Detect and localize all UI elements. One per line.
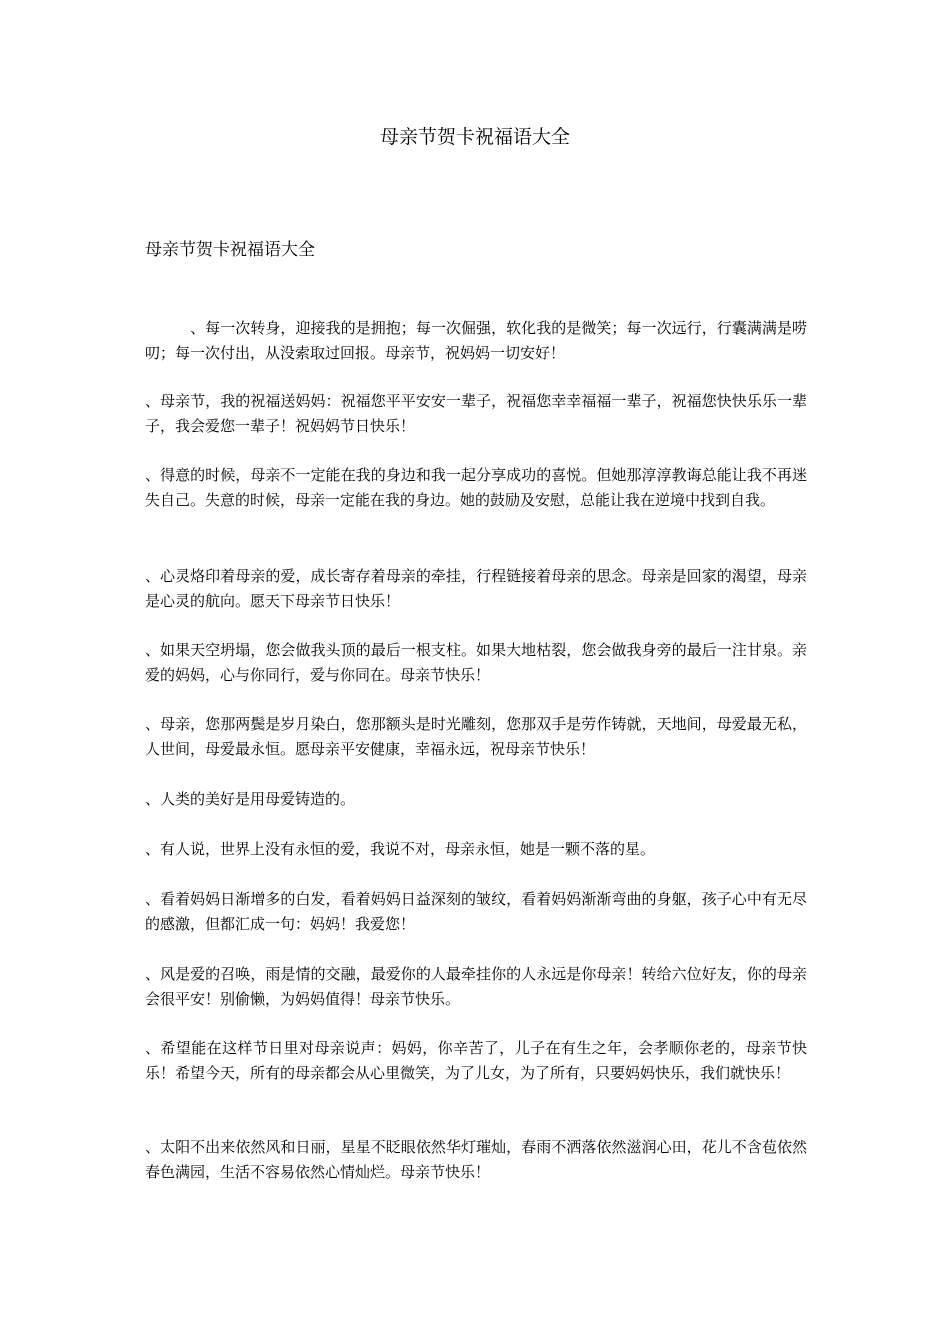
- page-title: 母亲节贺卡祝福语大全: [379, 126, 570, 148]
- paragraph-6: 、母亲，您那两鬓是岁月染白，您那额头是时光雕刻，您那双手是劳作铸就，天地间，母爱最无私，人世间，母爱最永恒。愿母亲平安健康，幸福永远，祝母亲节快乐！: [145, 715, 807, 758]
- paragraph-11: 、希望能在这样节日里对母亲说声：妈妈，你辛苦了，儿子在有生之年，会孝顺你老的，母亲节快乐！希望今天，所有的母亲都会从心里微笑，为了儿女，为了所有，只要妈妈快乐，我们就快乐！: [145, 1039, 807, 1082]
- paragraph-12: 、太阳不出来依然风和日丽，星星不眨眼依然华灯璀灿，春雨不洒落依然滋润心田，花儿不含苞依然春色满园，生活不容易依然心情灿烂。母亲节快乐！: [145, 1138, 807, 1181]
- paragraph-3: 、得意的时候，母亲不一定能在我的身边和我一起分享成功的喜悦。但她那淳淳教诲总能让我不再迷失自己。失意的时候，母亲一定能在我的身边。她的鼓励及安慰，总能让我在逆境中找到自我。: [145, 466, 807, 509]
- paragraph-4: 、心灵烙印着母亲的爱，成长寄存着母亲的牵挂，行程链接着母亲的思念。母亲是回家的渴望，母亲是心灵的航向。愿天下母亲节日快乐！: [145, 567, 807, 610]
- paragraph-1: 、每一次转身，迎接我的是拥抱；每一次倔强，软化我的是微笑；每一次远行，行囊满满是唠叨；每一次付出，从没索取过回报。母亲节，祝妈妈一切安好！: [145, 319, 807, 362]
- paragraph-7: 、人类的美好是用母爱铸造的。: [145, 790, 356, 808]
- paragraph-2: 、母亲节，我的祝福送妈妈：祝福您平平安安一辈子，祝福您幸幸福福一辈子，祝福您快快乐乐一辈子，我会爱您一辈子！祝妈妈节日快乐！: [145, 392, 807, 435]
- paragraph-10: 、风是爱的召唤，雨是情的交融，最爱你的人最牵挂你的人永远是你母亲！转给六位好友，你的母亲会很平安！别偷懒，为妈妈值得！母亲节快乐。: [145, 965, 807, 1008]
- paragraph-5: 、如果天空坍塌，您会做我头顶的最后一根支柱。如果大地枯裂，您会做我身旁的最后一注甘泉。亲爱的妈妈，心与你同行，爱与你同在。母亲节快乐！: [145, 641, 807, 684]
- paragraph-8: 、有人说，世界上没有永恒的爱，我说不对，母亲永恒，她是一颗不落的星。: [145, 840, 656, 858]
- section-heading: 母亲节贺卡祝福语大全: [145, 240, 315, 260]
- paragraph-9: 、看着妈妈日渐增多的白发，看着妈妈日益深刻的皱纹，看着妈妈渐渐弯曲的身躯，孩子心中有无尽的感激，但都汇成一句：妈妈！我爱您！: [145, 890, 807, 933]
